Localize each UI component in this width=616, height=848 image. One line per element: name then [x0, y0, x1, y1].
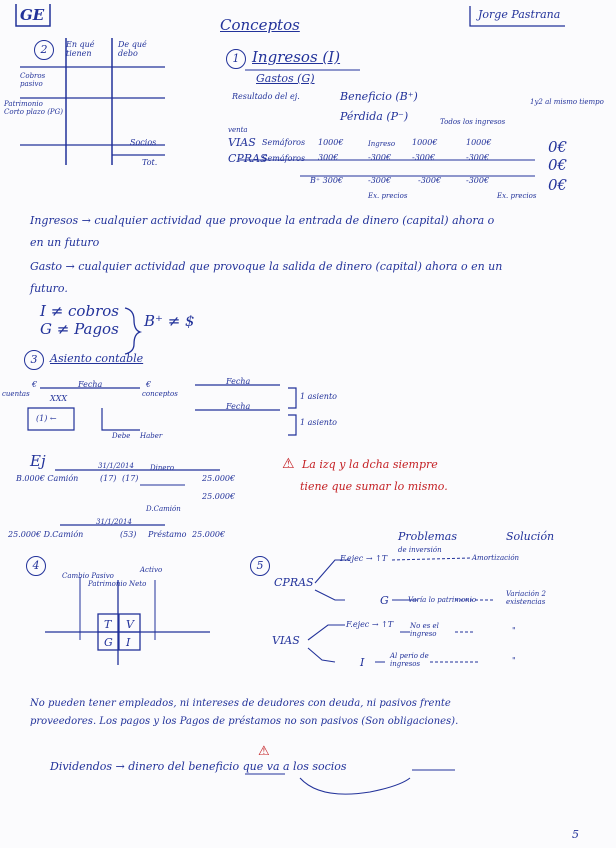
column-header: Solución	[506, 530, 555, 543]
section-number: 2	[34, 40, 54, 60]
example-value: 25.000€	[202, 492, 236, 501]
column-subheader: de inversión	[398, 546, 442, 554]
flow-solution: "	[512, 656, 516, 665]
author-name: Jorge Pastrana	[478, 8, 561, 21]
haber-label: Haber	[140, 432, 163, 440]
example-line: B.000€ Camión	[16, 474, 79, 483]
paragraph-line: No pueden tener empleados, ni intereses de deudores con deuda, ni pasivos frente	[30, 698, 451, 709]
note: Ex. precios	[368, 192, 408, 200]
diagram-cell: I	[126, 636, 131, 649]
diagram-label: Patrimonio Neto	[88, 580, 147, 588]
column-header: Problemas	[398, 530, 457, 543]
account-name: Dinero	[150, 464, 175, 472]
flow-note: Varía lo patrimonio	[408, 596, 477, 604]
flow-solution: Variación 2 existencias	[506, 590, 546, 606]
beneficio-label: Beneficio (B⁺)	[340, 90, 418, 103]
row-label: venta	[228, 126, 248, 134]
cell-value: 1000€	[466, 138, 492, 147]
definition-gasto: Gasto → cualquier actividad que provoque la salida de dinero (capital) ahora o en un futuro.	[30, 260, 503, 295]
cell-value: 300€	[318, 153, 339, 162]
definition-ingresos: Ingresos → cualquier actividad que provoque la entrada de dinero (capital) ahora o en un futuro	[30, 214, 495, 249]
row-sublabel: Semáforos	[262, 138, 306, 147]
perdida-label: Pérdida (P⁻)	[340, 110, 409, 123]
diagram-cell: G	[104, 636, 113, 649]
cell-value: 1000€	[412, 138, 438, 147]
table-total: Tot.	[142, 158, 158, 167]
flow-step: I	[360, 656, 365, 669]
summary-value: -300€	[368, 176, 392, 185]
example-line: 25.000€ D.Camión	[8, 530, 84, 539]
cuenta-label: cuentas	[2, 390, 30, 398]
right-value: 0€	[548, 138, 568, 156]
account-code: (17)	[100, 474, 117, 483]
table-row-label: Cobros pasivo	[20, 72, 46, 88]
section-title: Asiento contable	[50, 352, 144, 365]
summary-value: -300€	[466, 176, 490, 185]
diagram-label: Cambio Pasivo	[62, 572, 114, 580]
diagram-label: Activo	[140, 566, 163, 574]
warning-icon: ⚠	[258, 744, 270, 759]
account-name: D.Camión	[146, 505, 181, 513]
cell-value: -300€	[412, 153, 436, 162]
example-label: Ej	[30, 452, 46, 470]
account-code: (53)	[120, 530, 137, 539]
note: 1y2 al mismo tiempo	[530, 98, 604, 106]
flow-step: G	[380, 594, 389, 607]
account-code: (17)	[122, 474, 139, 483]
flow-step: F.ejec → ↑T	[340, 554, 388, 563]
section-number: 5	[250, 556, 270, 576]
table-row-label: Socios	[130, 138, 157, 147]
cell-value: Ingreso	[368, 140, 396, 148]
cell-value: -300€	[466, 153, 490, 162]
course-code: GE	[20, 6, 45, 24]
example-date: 31/1/2014	[96, 518, 132, 526]
inequality: I ≠ cobros	[40, 302, 119, 320]
asiento-note: 1 asiento	[300, 418, 337, 427]
page-number: 5	[572, 828, 579, 841]
inequality: B⁺ ≠ $	[144, 312, 195, 330]
section-number: 4	[26, 556, 46, 576]
warning-text: La izq y la dcha siempre	[302, 458, 438, 471]
resultado-label: Resultado del ej.	[232, 92, 300, 101]
concepto-label: conceptos	[142, 390, 178, 398]
fecha-label: Fecha	[226, 377, 251, 386]
flow-step: F.ejec → ↑T	[346, 620, 394, 629]
paragraph-line: proveedores. Los pagos y los Pagos de préstamos no son pasivos (Son obligaciones).	[30, 716, 459, 727]
note: Todos los ingresos	[440, 118, 506, 126]
cell-value: -300€	[368, 153, 392, 162]
summary-value: B⁺ 300€	[310, 176, 344, 185]
warning-text: tiene que sumar lo mismo.	[300, 480, 448, 493]
example-date: 31/1/2014	[98, 462, 134, 470]
gastos-label: Gastos (G)	[256, 72, 315, 85]
table-row-label: Patrimonio Corto plazo (PG)	[4, 100, 63, 116]
right-value: 0€	[548, 156, 568, 174]
currency-label: €	[32, 380, 38, 389]
page-topic: Conceptos	[220, 16, 300, 34]
table-col-header: De qué debo	[118, 40, 147, 58]
row-label: VIAS	[228, 136, 256, 149]
diagram-cell: T	[104, 618, 112, 631]
code: (1) ←	[36, 414, 57, 423]
summary-value: -300€	[418, 176, 442, 185]
example-value: 25.000€	[202, 474, 236, 483]
cell-value: 1000€	[318, 138, 344, 147]
row-label: CPRAS	[228, 152, 268, 165]
currency-label: €	[146, 380, 152, 389]
fecha-label: Fecha	[78, 380, 103, 389]
table-col-header: En qué tienen	[66, 40, 95, 58]
row-sublabel: Semáforos	[262, 154, 306, 163]
right-value: 0€	[548, 176, 568, 194]
flow-solution: Amortización	[472, 554, 520, 562]
fecha-label: Fecha	[226, 402, 251, 411]
warning-icon: ⚠	[282, 456, 295, 472]
debe-label: Debe	[112, 432, 131, 440]
row-label: CPRAS	[274, 576, 314, 589]
flow-solution: "	[512, 626, 516, 635]
account-name: Préstamo	[148, 530, 187, 539]
section-number: 1	[226, 49, 246, 69]
section-number: 3	[24, 350, 44, 370]
code: XXX	[50, 394, 68, 403]
diagram-cell: V	[126, 618, 134, 631]
note: Ex. precios	[497, 192, 537, 200]
flow-note: Al perio de ingresos	[390, 652, 429, 668]
flow-note: No es el ingreso	[410, 622, 439, 638]
dividendos-line: Dividendos → dinero del beneficio que va a los socios	[50, 760, 347, 773]
example-value: 25.000€	[192, 530, 226, 539]
section-title: Ingresos (I)	[252, 48, 341, 66]
row-label: VIAS	[272, 634, 300, 647]
inequality: G ≠ Pagos	[40, 320, 119, 338]
asiento-note: 1 asiento	[300, 392, 337, 401]
